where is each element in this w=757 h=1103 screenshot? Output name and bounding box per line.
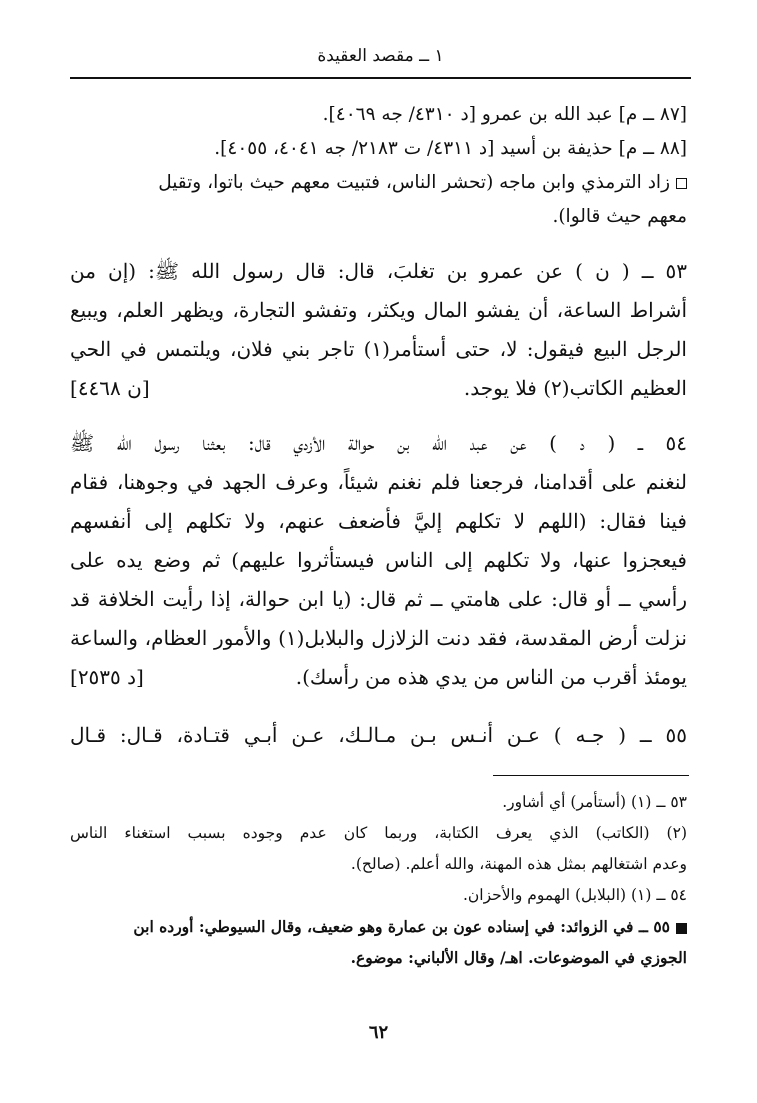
hadith-54-line-5: رأسي ــ أو قال: على هامتي ــ ثم قال: (يا ابن حوالة، إذا رأيت الخلافة قد: [70, 587, 687, 611]
hadith-54-line-7: [70, 658, 687, 697]
hadith-55: [70, 716, 687, 755]
hadith-54-line-3: فينا فقال: (اللهم لا تكلهم إليَّ فأضعف عنهم، ولا تكلهم إلى أنفسهم: [70, 509, 687, 533]
hadith-54-source: [د ٢٥٣٥]: [70, 665, 144, 689]
reference-87: [٨٧ ــ م] عبد الله بن عمرو [د ٤٣١٠/ جه ٤٠٦٩].: [322, 104, 687, 125]
hadith-54-line-2: لنغنم على أقدامنا، فرجعنا فلم نغنم شيئاً، وعرف الجهد في وجوهنا، فقام: [70, 470, 687, 494]
hadith-53-line-1: ٥٣ ــ ( ن ) عن عمرو بن تغلبَ، قال: قال رسول الله ﷺ: (إن من: [70, 259, 687, 283]
addition-note-continued: معهم حيث قالوا).: [552, 206, 687, 227]
footnotes: [70, 787, 687, 973]
header-rule: [70, 77, 691, 79]
hadith-53-source: [ن ٤٤٦٨]: [70, 376, 150, 400]
hadith-53-line-3: الرجل البيع فيقول: لا، حتى أستأمر(١) تاجر بني فلان، ويلتمس في الحي: [70, 337, 687, 361]
hadith-54-last-text: يومئذ أقرب من الناس من يدي هذه من رأسك).: [295, 665, 687, 689]
footnote-55: [70, 911, 687, 942]
footnote-53-1: ٥٣ ــ (١) (أستأمر) أي أشاور.: [502, 793, 687, 811]
hadith-53-line-2: أشراط الساعة، أن يفشو المال ويكثر، وتفشو التجارة، ويظهر العلم، ويبيع: [70, 298, 687, 322]
addition-note-text: زاد الترمذي وابن ماجه (تحشر الناس، فتبيت معهم حيث باتوا، وتقيل: [158, 172, 670, 193]
hadith-54: [70, 424, 687, 697]
filled-square-icon: [676, 923, 687, 934]
footnote-55-continued: الجوزي في الموضوعات. اهـ/ وقال الألباني: موضوع.: [350, 948, 687, 967]
hadith-55-line-1: ٥٥ ــ ( جـه ) عـن أنـس بـن مـالـك، عـن أبـي قتـادة، قـال: قـال: [70, 723, 687, 747]
footnote-55-text: ٥٥ ــ في الزوائد: في إسناده عون بن عمارة وهو ضعيف، وقال السيوطي: أورده ابن: [133, 917, 670, 936]
hadith-53-line-4: [70, 369, 687, 408]
footnote-53-2: (٢) (الكاتب) الذي يعرف الكتابة، وربما كان عدم وجوده بسبب استغناء الناس: [70, 824, 687, 842]
footnote-53-2-continued: وعدم اشتغالهم بمثل هذه المهنة، والله أعلم. (صالح).: [350, 855, 687, 873]
square-bullet-icon: [676, 178, 687, 189]
references-block: [70, 98, 687, 234]
hadith-53-last-text: العظيم الكاتب(٢) فلا يوجد.: [463, 376, 687, 400]
hadith-53: [70, 252, 687, 408]
footnote-rule: [493, 775, 689, 776]
hadith-54-line-6: نزلت أرض المقدسة، فقد دنت الزلازل والبلابل(١) والأمور العظام، والساعة: [70, 626, 687, 650]
footnote-54-1: ٥٤ ــ (١) (البلابل) الهموم والأحزان.: [462, 886, 687, 904]
running-header: ١ ــ مقصد العقيدة: [317, 46, 444, 66]
page-number: ٦٢: [368, 1022, 389, 1043]
hadith-54-line-4: فيعجزوا عنها، ولا تكلهم إلى الناس فيستأثروا عليهم) ثم وضع يده على: [70, 548, 687, 572]
reference-88: [٨٨ ــ م] حذيفة بن أسيد [د ٤٣١١/ ت ٢١٨٣/ جه ٤٠٤١، ٤٠٥٥].: [214, 138, 687, 159]
hadith-54-line-1: ٥٤ ــ ( د ) عن عبد الله بن حوالة الأزدي قال: بعثنا رسول الله ﷺ: [70, 431, 687, 455]
addition-note: [70, 166, 687, 200]
